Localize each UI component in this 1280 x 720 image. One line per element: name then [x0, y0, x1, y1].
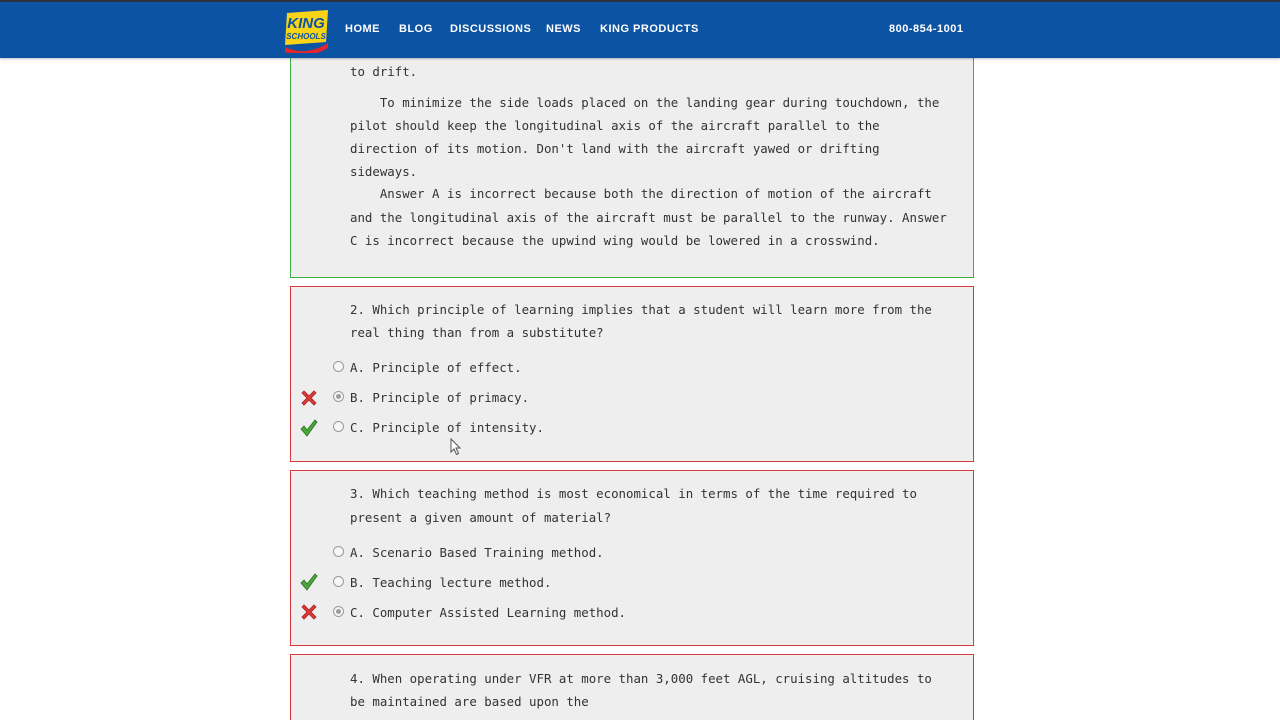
option-a-radio[interactable] [333, 361, 344, 372]
explanation-line: to drift. [350, 64, 418, 79]
correct-check-icon [299, 418, 319, 438]
option-c-label[interactable]: C. Principle of intensity. [350, 420, 544, 435]
logo-text-top: KING [287, 15, 325, 32]
question-card-3 [290, 470, 974, 646]
question-text-line: 2. Which principle of learning implies that a student will learn more from the [350, 302, 932, 317]
option-c-radio[interactable] [333, 606, 344, 617]
explanation-line: To minimize the side loads placed on the landing gear during touchdown, the [350, 95, 940, 110]
explanation-line: direction of its motion. Don't land with the aircraft yawed or drifting [350, 141, 880, 156]
option-a-radio[interactable] [333, 546, 344, 557]
option-b-radio[interactable] [333, 391, 344, 402]
question-text-line: 4. When operating under VFR at more than 3,000 feet AGL, cruising altitudes to [350, 671, 932, 686]
question-text-line: 3. Which teaching method is most economical in terms of the time required to [350, 486, 917, 501]
option-a-label[interactable]: A. Principle of effect. [350, 360, 522, 375]
option-b-radio[interactable] [333, 576, 344, 587]
option-a-label[interactable]: A. Scenario Based Training method. [350, 545, 604, 560]
top-navigation-bar [0, 0, 1280, 58]
explanation-line: C is incorrect because the upwind wing would be lowered in a crosswind. [350, 233, 880, 248]
question-text-line: real thing than from a substitute? [350, 325, 604, 340]
question-text-line: present a given amount of material? [350, 510, 612, 525]
incorrect-x-icon [299, 388, 319, 408]
phone-number[interactable]: 800-854-1001 [889, 23, 964, 35]
question-card-4 [290, 654, 974, 720]
option-b-label[interactable]: B. Teaching lecture method. [350, 575, 552, 590]
explanation-line: pilot should keep the longitudinal axis of the aircraft parallel to the [350, 118, 880, 133]
king-schools-logo[interactable] [282, 7, 330, 53]
explanation-line: sideways. [350, 164, 418, 179]
mouse-cursor-icon [450, 438, 462, 456]
incorrect-x-icon [299, 602, 319, 622]
nav-king-products[interactable]: KING PRODUCTS [600, 23, 699, 35]
explanation-line: Answer A is incorrect because both the direction of motion of the aircraft [350, 186, 932, 201]
question-card-2 [290, 286, 974, 462]
nav-news[interactable]: NEWS [546, 23, 581, 35]
option-b-label[interactable]: B. Principle of primacy. [350, 390, 530, 405]
option-c-label[interactable]: C. Computer Assisted Learning method. [350, 605, 627, 620]
nav-home[interactable]: HOME [345, 23, 380, 35]
explanation-line: and the longitudinal axis of the aircraft must be parallel to the runway. Answer [350, 210, 947, 225]
question-text-line: be maintained are based upon the [350, 694, 589, 709]
correct-check-icon [299, 572, 319, 592]
option-c-radio[interactable] [333, 421, 344, 432]
nav-discussions[interactable]: DISCUSSIONS [450, 23, 532, 35]
nav-blog[interactable]: BLOG [399, 23, 433, 35]
explanation-card [290, 40, 974, 278]
logo-text-bottom: SCHOOLS [286, 32, 326, 41]
